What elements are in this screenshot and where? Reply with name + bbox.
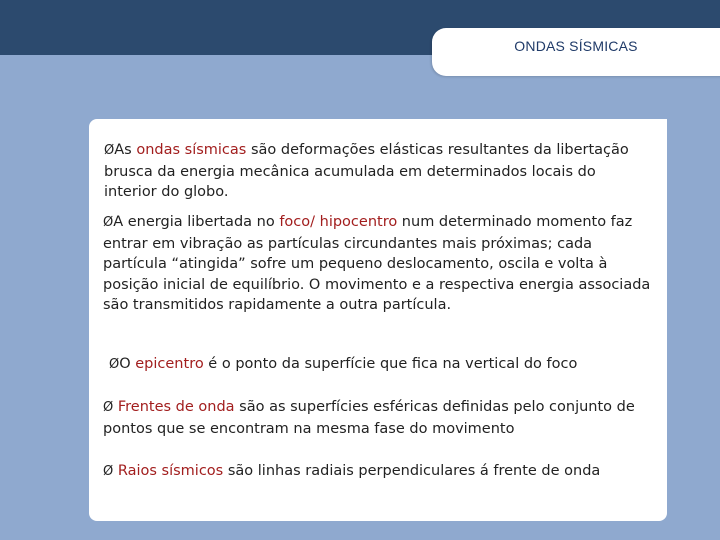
bullet-epicentro	[109, 354, 659, 376]
bullet-text: A energia libertada no	[113, 214, 280, 230]
bullet-arrow-icon: Ø	[109, 357, 120, 372]
bullet-text: As	[114, 142, 137, 158]
bullet-text: são deformações elásticas resultantes da libertação brusca da energia mecânica acumulada em determinados locais do interior do globo.	[104, 142, 629, 200]
slide-title: ONDAS SÍSMICAS	[514, 38, 638, 54]
title-tab	[432, 28, 720, 76]
bullet-arrow-icon: Ø	[103, 215, 114, 230]
bullet-arrow-icon: Ø	[103, 464, 114, 479]
highlight-term: ondas sísmicas	[136, 142, 247, 158]
bullet-text: são as superfícies esféricas definidas pelo conjunto de pontos que se encontram na mesma fase do movimento	[103, 399, 635, 437]
highlight-term: Frentes de onda	[117, 399, 235, 415]
highlight-term: Raios sísmicos	[117, 463, 224, 479]
bullet-text: são linhas radiais perpendiculares á frente de onda	[223, 463, 601, 479]
bullet-arrow-icon: Ø	[103, 400, 114, 415]
bullet-ondas-sismicas	[104, 140, 649, 203]
bullet-arrow-icon: Ø	[104, 143, 115, 158]
highlight-term: epicentro	[135, 356, 204, 372]
bullet-text: num determinado momento faz entrar em vibração as partículas circundantes mais próximas; cada partícula “atingida” sofre um pequeno deslocamento, oscila e volta à posição inicial de equilíbrio. O movimento e a respectiva energia associada são transmitidos rapidamente a outra partícula.	[103, 214, 651, 313]
bullet-text: é o ponto da superfície que fica na vertical do foco	[203, 356, 578, 372]
content-card	[89, 119, 667, 521]
bullet-frentes-de-onda	[103, 397, 663, 439]
bullet-raios-sismicos	[103, 461, 665, 483]
highlight-term: foco/ hipocentro	[279, 214, 398, 230]
bullet-text: O	[119, 356, 136, 372]
bullet-energia-libertada	[103, 212, 653, 316]
